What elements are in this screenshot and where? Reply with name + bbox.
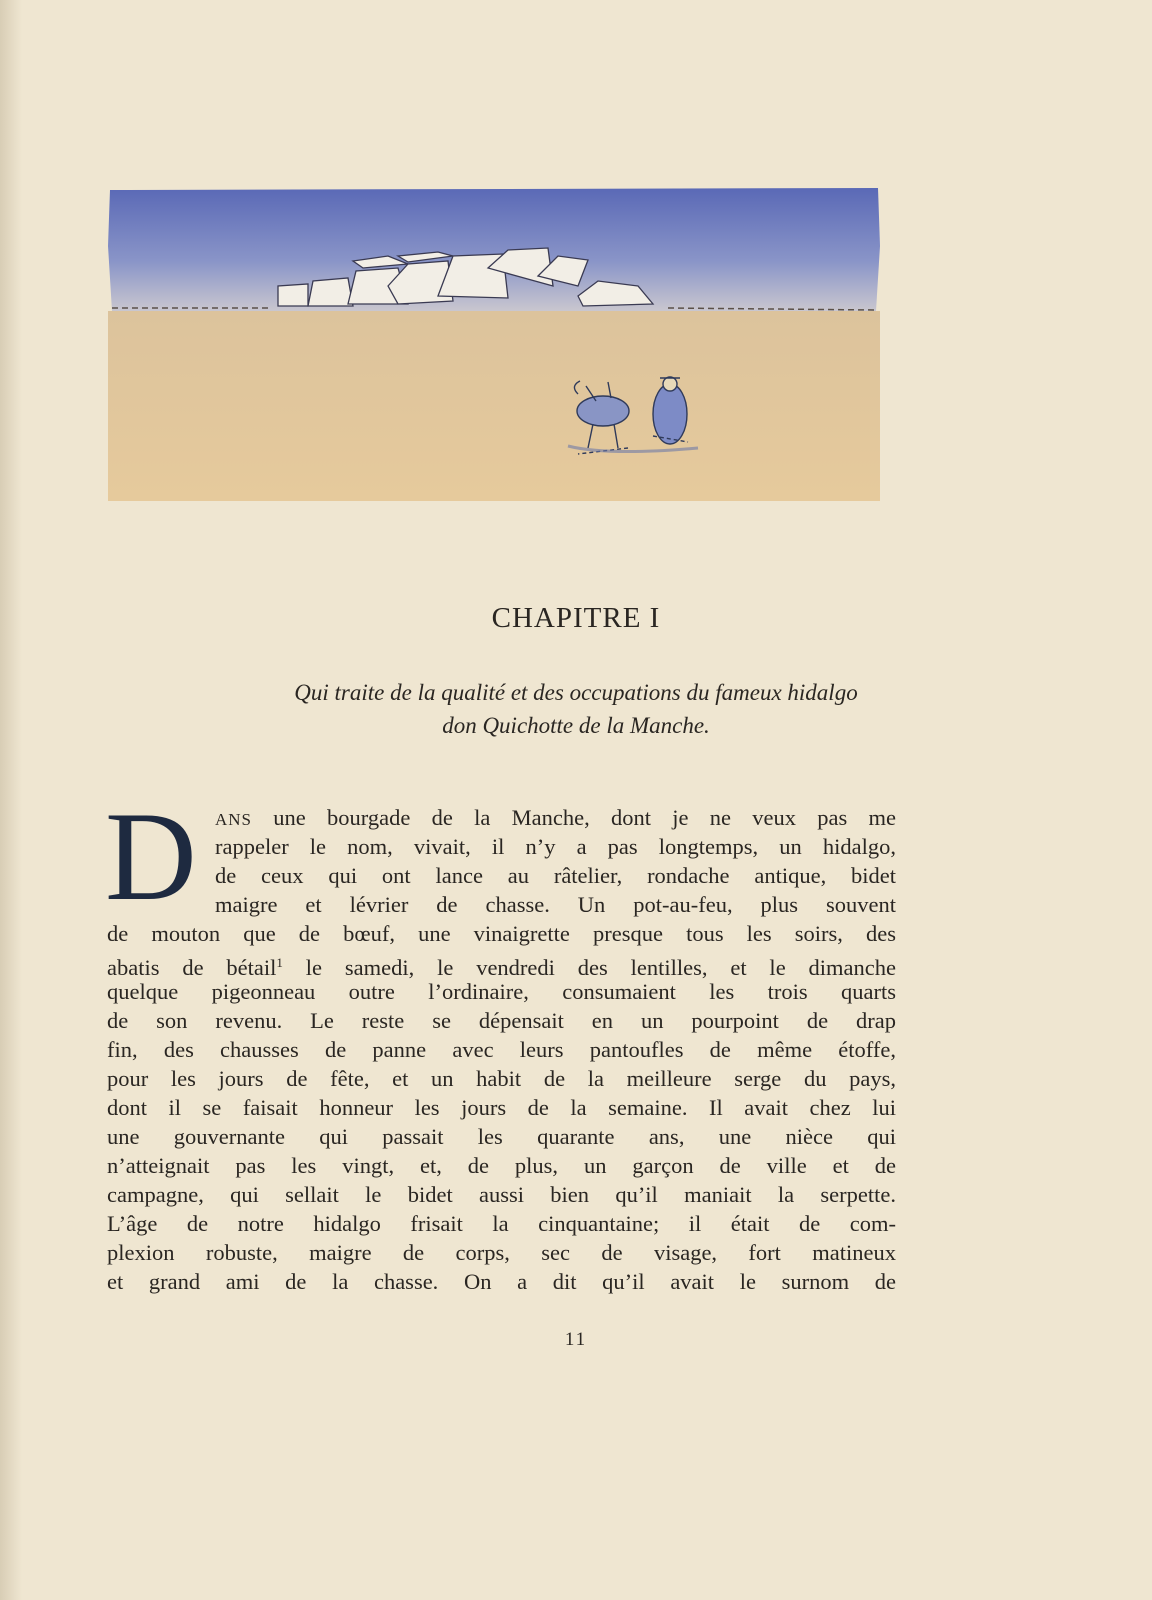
text-line: [107, 803, 896, 832]
text-line: plexion robuste, maigre de corps, sec de visage, fort matineux: [107, 1240, 896, 1265]
text-line: [107, 948, 896, 980]
text-line: et grand ami de la chasse. On a dit qu’il avait le surnom de: [107, 1269, 896, 1294]
text-line: de son revenu. Le reste se dépensait en un pourpoint de drap: [107, 1008, 896, 1033]
text-line: de mouton que de bœuf, une vinaigrette presque tous les soirs, des: [107, 921, 896, 946]
sand-area: [108, 311, 880, 501]
drop-cap: D: [105, 787, 197, 927]
subtitle-line-1: Qui traite de la qualité et des occupations du fameux hidalgo: [294, 680, 858, 705]
page-shadow: [0, 0, 22, 1600]
chapter-illustration: [108, 186, 898, 501]
chapter-title: CHAPITRE I: [491, 602, 661, 634]
first-word-smallcaps: ANS: [215, 810, 253, 829]
text-line-content: abatis de bétail: [107, 955, 277, 980]
text-line: campagne, qui sellait le bidet aussi bien qu’il maniait la serpette.: [107, 1182, 896, 1207]
text-line: pour les jours de fête, et un habit de la meilleure serge du pays,: [107, 1066, 896, 1091]
subtitle-line-2: don Quichotte de la Manche.: [442, 713, 710, 738]
text-line: rappeler le nom, vivait, il n’y a pas longtemps, un hidalgo,: [215, 834, 896, 859]
body-text: [105, 787, 896, 1296]
text-line: dont il se faisait honneur les jours de la semaine. Il avait chez lui: [107, 1095, 896, 1120]
chapter-subtitle: [120, 676, 1032, 742]
text-line: quelque pigeonneau outre l’ordinaire, consumaient les trois quarts: [107, 979, 896, 1004]
text-line-content: une bourgade de la Manche, dont je ne veux pas me: [252, 805, 896, 830]
text-line: maigre et lévrier de chasse. Un pot-au-feu, plus souvent: [215, 892, 896, 917]
footnote-marker[interactable]: 1: [276, 955, 283, 970]
text-line: fin, des chausses de panne avec leurs pantoufles de même étoffe,: [107, 1037, 896, 1062]
page-number: 11: [564, 1329, 588, 1350]
text-line: L’âge de notre hidalgo frisait la cinquantaine; il était de com-: [107, 1211, 896, 1236]
text-line: une gouvernante qui passait les quarante ans, une nièce qui: [107, 1124, 896, 1149]
text-line: de ceux qui ont lance au râtelier, rondache antique, bidet: [215, 863, 896, 888]
text-line-content: le samedi, le vendredi des lentilles, et le dimanche: [282, 955, 896, 980]
text-line: n’atteignait pas les vingt, et, de plus, un garçon de ville et de: [107, 1153, 896, 1178]
